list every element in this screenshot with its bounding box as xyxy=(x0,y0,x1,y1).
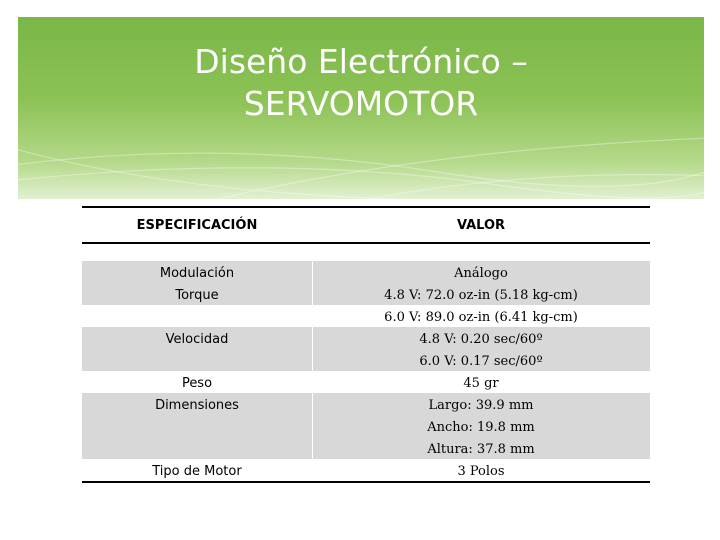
value-cell: 6.0 V: 0.17 sec/60º xyxy=(419,354,543,369)
value-column xyxy=(312,263,650,483)
spec-cell xyxy=(82,439,312,461)
spec-table xyxy=(82,206,650,483)
table-body xyxy=(82,261,650,481)
spec-cell: Torque xyxy=(175,288,219,303)
value-cell: 6.0 V: 89.0 oz-in (6.41 kg-cm) xyxy=(384,310,578,325)
value-cell: Largo: 39.9 mm xyxy=(428,398,534,413)
spec-cell: Dimensiones xyxy=(155,398,239,413)
value-cell: Ancho: 19.8 mm xyxy=(427,420,535,435)
spec-cell: Peso xyxy=(181,376,213,391)
value-cell: 45 gr xyxy=(463,376,499,391)
header-value: VALOR xyxy=(456,217,506,233)
spec-cell: Modulación xyxy=(159,266,235,281)
slide-title xyxy=(18,41,704,125)
value-cell: Altura: 37.8 mm xyxy=(427,442,535,457)
title-banner xyxy=(18,17,704,199)
spec-column xyxy=(82,263,312,483)
value-cell: 4.8 V: 72.0 oz-in (5.18 kg-cm) xyxy=(384,288,578,303)
header-spec: ESPECIFICACIÓN xyxy=(136,217,258,233)
spec-cell: Tipo de Motor xyxy=(152,464,242,479)
table-header-row xyxy=(82,208,650,244)
title-line-1: Diseño Electrónico – xyxy=(194,42,528,81)
spec-cell xyxy=(82,307,312,329)
title-line-2: SERVOMOTOR xyxy=(243,84,479,123)
value-cell: Análogo xyxy=(454,266,508,281)
spec-cell: Velocidad xyxy=(165,332,229,347)
spec-cell xyxy=(82,417,312,439)
value-cell: 3 Polos xyxy=(457,464,505,479)
spec-cell xyxy=(82,351,312,373)
value-cell: 4.8 V: 0.20 sec/60º xyxy=(419,332,543,347)
